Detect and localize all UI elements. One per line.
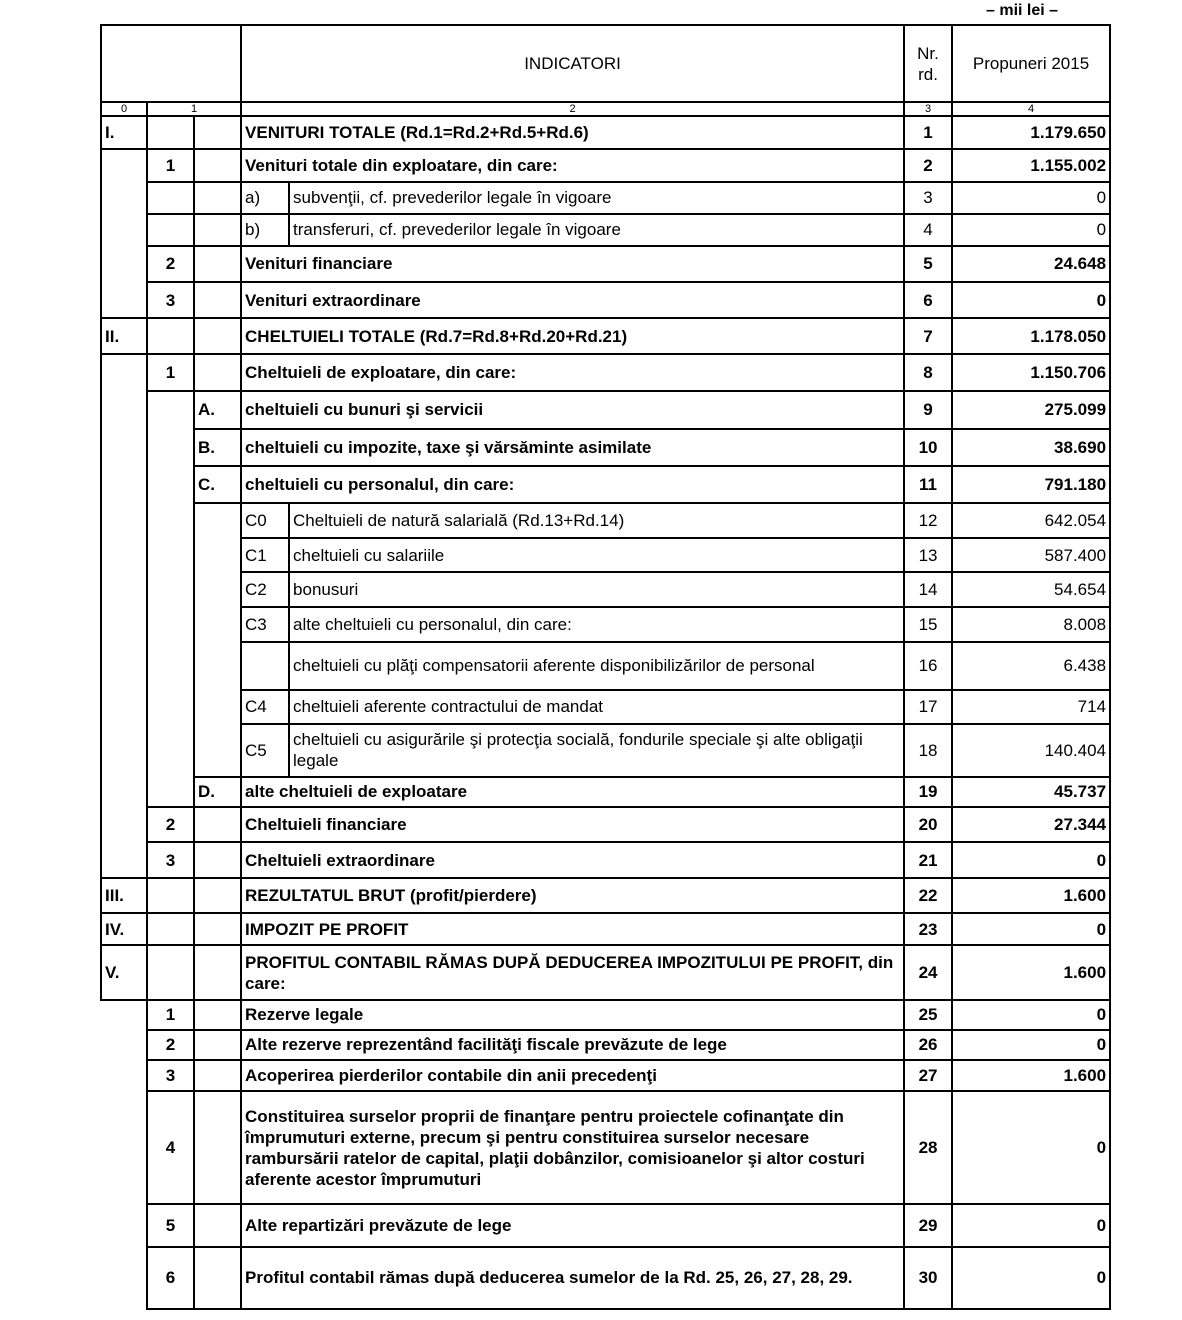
row-number: 22	[904, 878, 952, 913]
row-value: 1.150.706	[952, 354, 1110, 391]
category-cell: D.	[194, 777, 241, 807]
row-number: 16	[904, 642, 952, 689]
table-row	[101, 116, 1110, 149]
table-row	[101, 429, 1110, 466]
row-number: 26	[904, 1030, 952, 1060]
indicator-label: subvenţii, cf. prevederilor legale în vigoare	[289, 182, 904, 214]
row-value: 642.054	[952, 503, 1110, 538]
table-row	[101, 1060, 1110, 1091]
table-row	[101, 913, 1110, 945]
table-row	[101, 282, 1110, 318]
indicator-label: cheltuieli cu personalul, din care:	[241, 466, 904, 503]
row-value: 1.179.650	[952, 116, 1110, 149]
header-propuneri: Propuneri 2015	[952, 25, 1110, 102]
row-value: 587.400	[952, 538, 1110, 572]
subsection-cell	[147, 391, 194, 807]
section-cell: II.	[101, 318, 147, 354]
row-number: 4	[904, 214, 952, 246]
cell	[194, 214, 241, 246]
row-value: 0	[952, 1247, 1110, 1309]
sub-code: b)	[241, 214, 289, 246]
table-row	[101, 503, 1110, 538]
cell	[194, 1000, 241, 1030]
row-value: 6.438	[952, 642, 1110, 689]
sub-code: C3	[241, 607, 289, 642]
subsection-cell: 2	[147, 246, 194, 282]
row-value: 0	[952, 1030, 1110, 1060]
cell	[194, 842, 241, 878]
row-number: 27	[904, 1060, 952, 1091]
cell	[194, 282, 241, 318]
header-blank-cell	[101, 25, 241, 102]
cell	[147, 214, 194, 246]
indicator-label: cheltuieli cu asigurările şi protecţia socială, fondurile speciale şi alte obligaţii legale	[289, 724, 904, 777]
cell	[194, 246, 241, 282]
row-number: 14	[904, 572, 952, 607]
indicator-label: Venituri extraordinare	[241, 282, 904, 318]
table-row	[101, 354, 1110, 391]
cell	[194, 1030, 241, 1060]
subsection-cell: 1	[147, 149, 194, 181]
row-number: 23	[904, 913, 952, 945]
row-number: 5	[904, 246, 952, 282]
section-cell	[101, 1000, 147, 1309]
cell	[147, 318, 194, 354]
indicator-label: REZULTATUL BRUT (profit/pierdere)	[241, 878, 904, 913]
row-number: 13	[904, 538, 952, 572]
table-row	[101, 1030, 1110, 1060]
row-number: 7	[904, 318, 952, 354]
row-number: 10	[904, 429, 952, 466]
indicator-label: Alte repartizări prevăzute de lege	[241, 1204, 904, 1246]
header-nr-rd: Nr. rd.	[904, 25, 952, 102]
cell	[194, 1247, 241, 1309]
row-value: 0	[952, 282, 1110, 318]
unit-label: – mii lei –	[986, 2, 1059, 19]
indicator-label: Alte rezerve reprezentând facilităţi fiscale prevăzute de lege	[241, 1030, 904, 1060]
indicator-label: Cheltuieli de exploatare, din care:	[241, 354, 904, 391]
subsection-cell: 3	[147, 842, 194, 878]
row-number: 6	[904, 282, 952, 318]
row-value: 27.344	[952, 807, 1110, 842]
cell	[194, 116, 241, 149]
indicator-label: PROFITUL CONTABIL RĂMAS DUPĂ DEDUCEREA IMPOZITULUI PE PROFIT, din care:	[241, 945, 904, 999]
cell	[194, 1204, 241, 1246]
indicator-label: Rezerve legale	[241, 1000, 904, 1030]
table-row	[101, 214, 1110, 246]
cell	[194, 1060, 241, 1091]
row-value: 1.600	[952, 878, 1110, 913]
row-value: 0	[952, 1091, 1110, 1204]
indicator-label: transferuri, cf. prevederilor legale în vigoare	[289, 214, 904, 246]
row-value: 38.690	[952, 429, 1110, 466]
cell	[194, 182, 241, 214]
subsection-cell: 3	[147, 282, 194, 318]
cell	[194, 878, 241, 913]
table-row	[101, 878, 1110, 913]
indicator-label: VENITURI TOTALE (Rd.1=Rd.2+Rd.5+Rd.6)	[241, 116, 904, 149]
table-row	[101, 642, 1110, 689]
row-number: 24	[904, 945, 952, 999]
row-number: 17	[904, 690, 952, 724]
indicator-label: Constituirea surselor proprii de finanţare pentru proiectele cofinanţate din împrumuturi externe, precum şi pentru constituirea surselor necesare rambursării ratelor de capital, plaţii dobânzilor, comisioanelor şi altor costuri aferente acestor împrumuturi	[241, 1091, 904, 1204]
row-number: 3	[904, 182, 952, 214]
table-row	[101, 777, 1110, 807]
indicator-label: alte cheltuieli de exploatare	[241, 777, 904, 807]
row-number: 29	[904, 1204, 952, 1246]
indicator-label: cheltuieli cu salariile	[289, 538, 904, 572]
table-row	[101, 607, 1110, 642]
category-cell: B.	[194, 429, 241, 466]
row-value: 45.737	[952, 777, 1110, 807]
row-number: 1	[904, 116, 952, 149]
row-number: 19	[904, 777, 952, 807]
row-number: 28	[904, 1091, 952, 1204]
table-row	[101, 1247, 1110, 1309]
budget-table	[100, 24, 1111, 1310]
cell	[194, 1091, 241, 1204]
row-number: 12	[904, 503, 952, 538]
row-value: 275.099	[952, 391, 1110, 428]
category-cell: C.	[194, 466, 241, 503]
row-number: 11	[904, 466, 952, 503]
row-value: 791.180	[952, 466, 1110, 503]
table-row	[101, 1000, 1110, 1030]
indicator-label: CHELTUIELI TOTALE (Rd.7=Rd.8+Rd.20+Rd.21)	[241, 318, 904, 354]
subsection-cell: 2	[147, 807, 194, 842]
cell	[147, 878, 194, 913]
cell	[194, 149, 241, 181]
indicator-label: Cheltuieli financiare	[241, 807, 904, 842]
row-number: 18	[904, 724, 952, 777]
col-number: 1	[147, 102, 241, 116]
indicator-label: cheltuieli cu bunuri şi servicii	[241, 391, 904, 428]
cell	[194, 807, 241, 842]
indicator-label: cheltuieli cu impozite, taxe şi vărsăminte asimilate	[241, 429, 904, 466]
row-value: 0	[952, 1000, 1110, 1030]
table-row	[101, 149, 1110, 181]
section-cell: I.	[101, 116, 147, 149]
cell	[147, 945, 194, 999]
cell	[147, 182, 194, 214]
section-cell	[101, 354, 147, 878]
table-row	[101, 945, 1110, 999]
row-value: 8.008	[952, 607, 1110, 642]
indicator-label: Venituri financiare	[241, 246, 904, 282]
row-number: 20	[904, 807, 952, 842]
indicator-label: cheltuieli aferente contractului de mandat	[289, 690, 904, 724]
table-row	[101, 182, 1110, 214]
col-number: 3	[904, 102, 952, 116]
section-cell: III.	[101, 878, 147, 913]
indicator-label: IMPOZIT PE PROFIT	[241, 913, 904, 945]
col-number: 4	[952, 102, 1110, 116]
table-row	[101, 246, 1110, 282]
row-value: 0	[952, 182, 1110, 214]
cell	[194, 913, 241, 945]
sub-code: a)	[241, 182, 289, 214]
table-row	[101, 466, 1110, 503]
category-cell	[194, 503, 241, 777]
section-cell	[101, 149, 147, 318]
subsection-cell: 4	[147, 1091, 194, 1204]
col-number: 0	[101, 102, 147, 116]
sub-code: C0	[241, 503, 289, 538]
table-row	[101, 572, 1110, 607]
cell	[147, 913, 194, 945]
cell	[194, 318, 241, 354]
row-number: 2	[904, 149, 952, 181]
indicator-label: Venituri totale din exploatare, din care:	[241, 149, 904, 181]
row-number: 25	[904, 1000, 952, 1030]
cell	[147, 116, 194, 149]
row-value: 1.600	[952, 945, 1110, 999]
row-value: 54.654	[952, 572, 1110, 607]
row-value: 0	[952, 842, 1110, 878]
subsection-cell: 1	[147, 354, 194, 391]
indicator-label: cheltuieli cu plăţi compensatorii aferente disponibilizărilor de personal	[289, 642, 904, 689]
header-row	[101, 25, 1110, 102]
subsection-cell: 5	[147, 1204, 194, 1246]
table-row	[101, 538, 1110, 572]
table-row	[101, 391, 1110, 428]
header-indicatori: INDICATORI	[241, 25, 904, 102]
subsection-cell: 2	[147, 1030, 194, 1060]
cell	[194, 354, 241, 391]
row-number: 30	[904, 1247, 952, 1309]
row-value: 24.648	[952, 246, 1110, 282]
column-number-row	[101, 102, 1110, 116]
table-row	[101, 807, 1110, 842]
subsection-cell: 3	[147, 1060, 194, 1091]
subsection-cell: 6	[147, 1247, 194, 1309]
indicator-label: Acoperirea pierderilor contabile din anii precedenţi	[241, 1060, 904, 1091]
row-value: 140.404	[952, 724, 1110, 777]
indicator-label: alte cheltuieli cu personalul, din care:	[289, 607, 904, 642]
row-number: 15	[904, 607, 952, 642]
row-value: 714	[952, 690, 1110, 724]
sub-code: C4	[241, 690, 289, 724]
table-row	[101, 318, 1110, 354]
indicator-label: bonusuri	[289, 572, 904, 607]
sub-code: C1	[241, 538, 289, 572]
col-number: 2	[241, 102, 904, 116]
row-value: 1.155.002	[952, 149, 1110, 181]
subsection-cell: 1	[147, 1000, 194, 1030]
indicator-label: Cheltuieli de natură salarială (Rd.13+Rd.14)	[289, 503, 904, 538]
row-value: 0	[952, 913, 1110, 945]
row-value: 1.178.050	[952, 318, 1110, 354]
section-cell: V.	[101, 945, 147, 999]
table-row	[101, 690, 1110, 724]
row-number: 9	[904, 391, 952, 428]
row-value: 1.600	[952, 1060, 1110, 1091]
indicator-label: Profitul contabil rămas după deducerea sumelor de la Rd. 25, 26, 27, 28, 29.	[241, 1247, 904, 1309]
sub-code: C5	[241, 724, 289, 777]
row-value: 0	[952, 1204, 1110, 1246]
sub-code: C2	[241, 572, 289, 607]
category-cell: A.	[194, 391, 241, 428]
table-row	[101, 842, 1110, 878]
row-number: 21	[904, 842, 952, 878]
indicator-label: Cheltuieli extraordinare	[241, 842, 904, 878]
table-row	[101, 1204, 1110, 1246]
cell	[194, 945, 241, 999]
row-number: 8	[904, 354, 952, 391]
row-value: 0	[952, 214, 1110, 246]
table-row	[101, 724, 1110, 777]
section-cell: IV.	[101, 913, 147, 945]
sub-code	[241, 642, 289, 689]
table-row	[101, 1091, 1110, 1204]
